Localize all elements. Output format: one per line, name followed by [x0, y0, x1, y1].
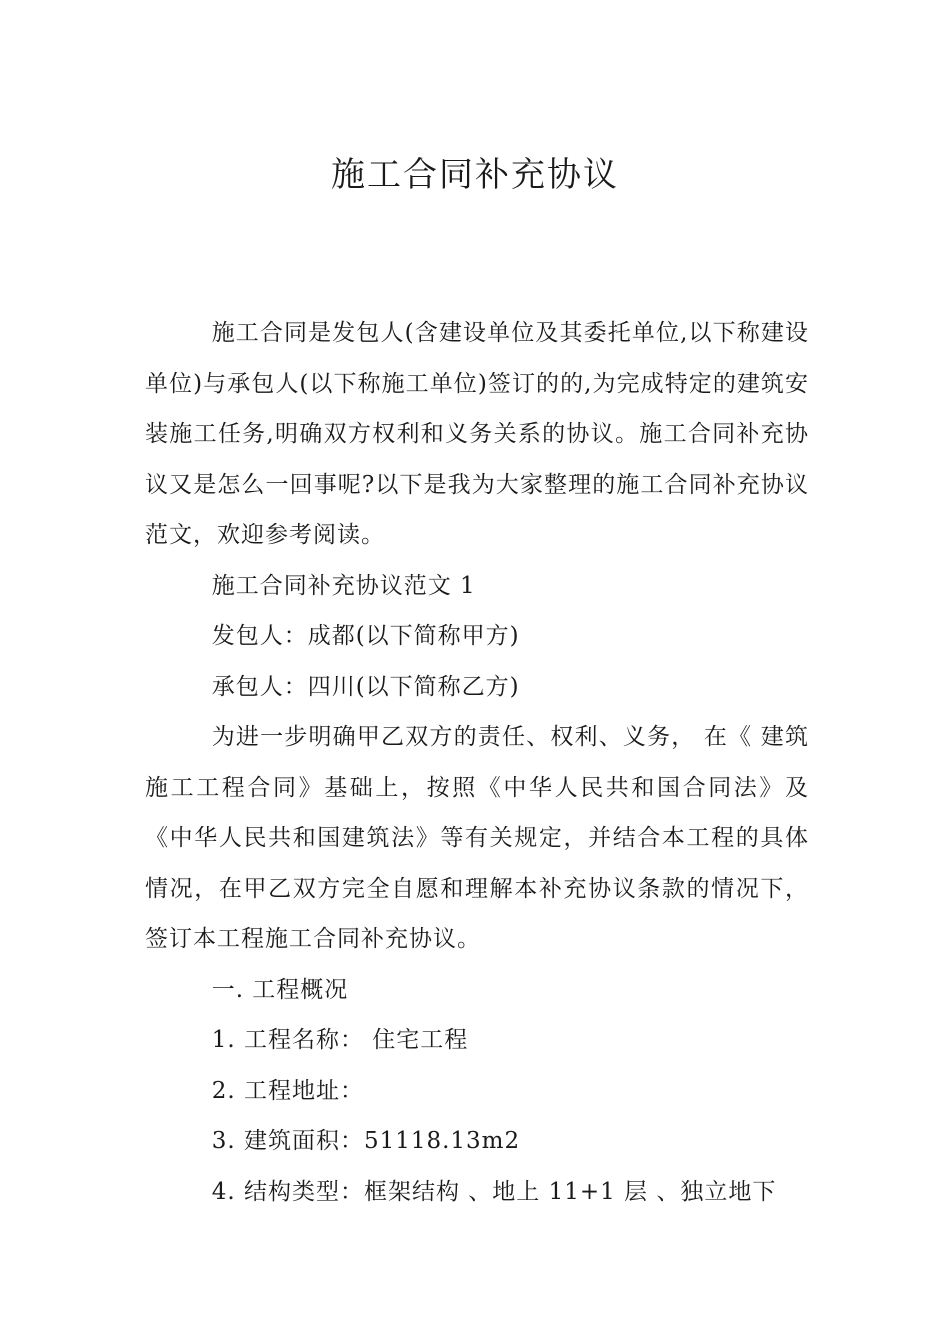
section-heading-overview: 一. 工程概况 — [211, 976, 349, 1003]
purpose-paragraph: 为进一步明确甲乙双方的责任、权利、义务， 在《 建筑施工工程合同》基础上，按照《中华人民共和国合同法》及《中华人民共和国建筑法》等有关规定，并结合本工程的具体情况，在甲乙双方完全自愿和理解本补充协议条款的情况下，签订本工程施工合同补充协议。 — [145, 724, 809, 952]
structure-type-line: 4. 结构类型：框架结构 、地上 11+1 层 、独立地下 — [211, 1178, 777, 1205]
sample-heading: 施工合同补充协议范文 1 — [211, 572, 476, 599]
project-name-line: 1. 工程名称： 住宅工程 — [211, 1027, 469, 1053]
party-b-line: 承包人：四川(以下简称乙方) — [211, 673, 520, 700]
party-a-line: 发包人：成都(以下简称甲方) — [211, 623, 520, 649]
intro-paragraph: 施工合同是发包人(含建设单位及其委托单位,以下称建设单位)与承包人(以下称施工单位)签订的的,为完成特定的建筑安装施工任务,明确双方权利和义务关系的协议。施工合同补充协议又是怎么一回事呢?以下是我为大家整理的施工合同补充协议范文，欢迎参考阅读。 — [145, 320, 809, 548]
building-area-line: 3. 建筑面积：51118.13m2 — [211, 1128, 521, 1154]
project-address-line: 2. 工程地址： — [211, 1077, 364, 1104]
document-title: 施工合同补充协议 — [331, 155, 619, 195]
document-body — [145, 308, 809, 1217]
